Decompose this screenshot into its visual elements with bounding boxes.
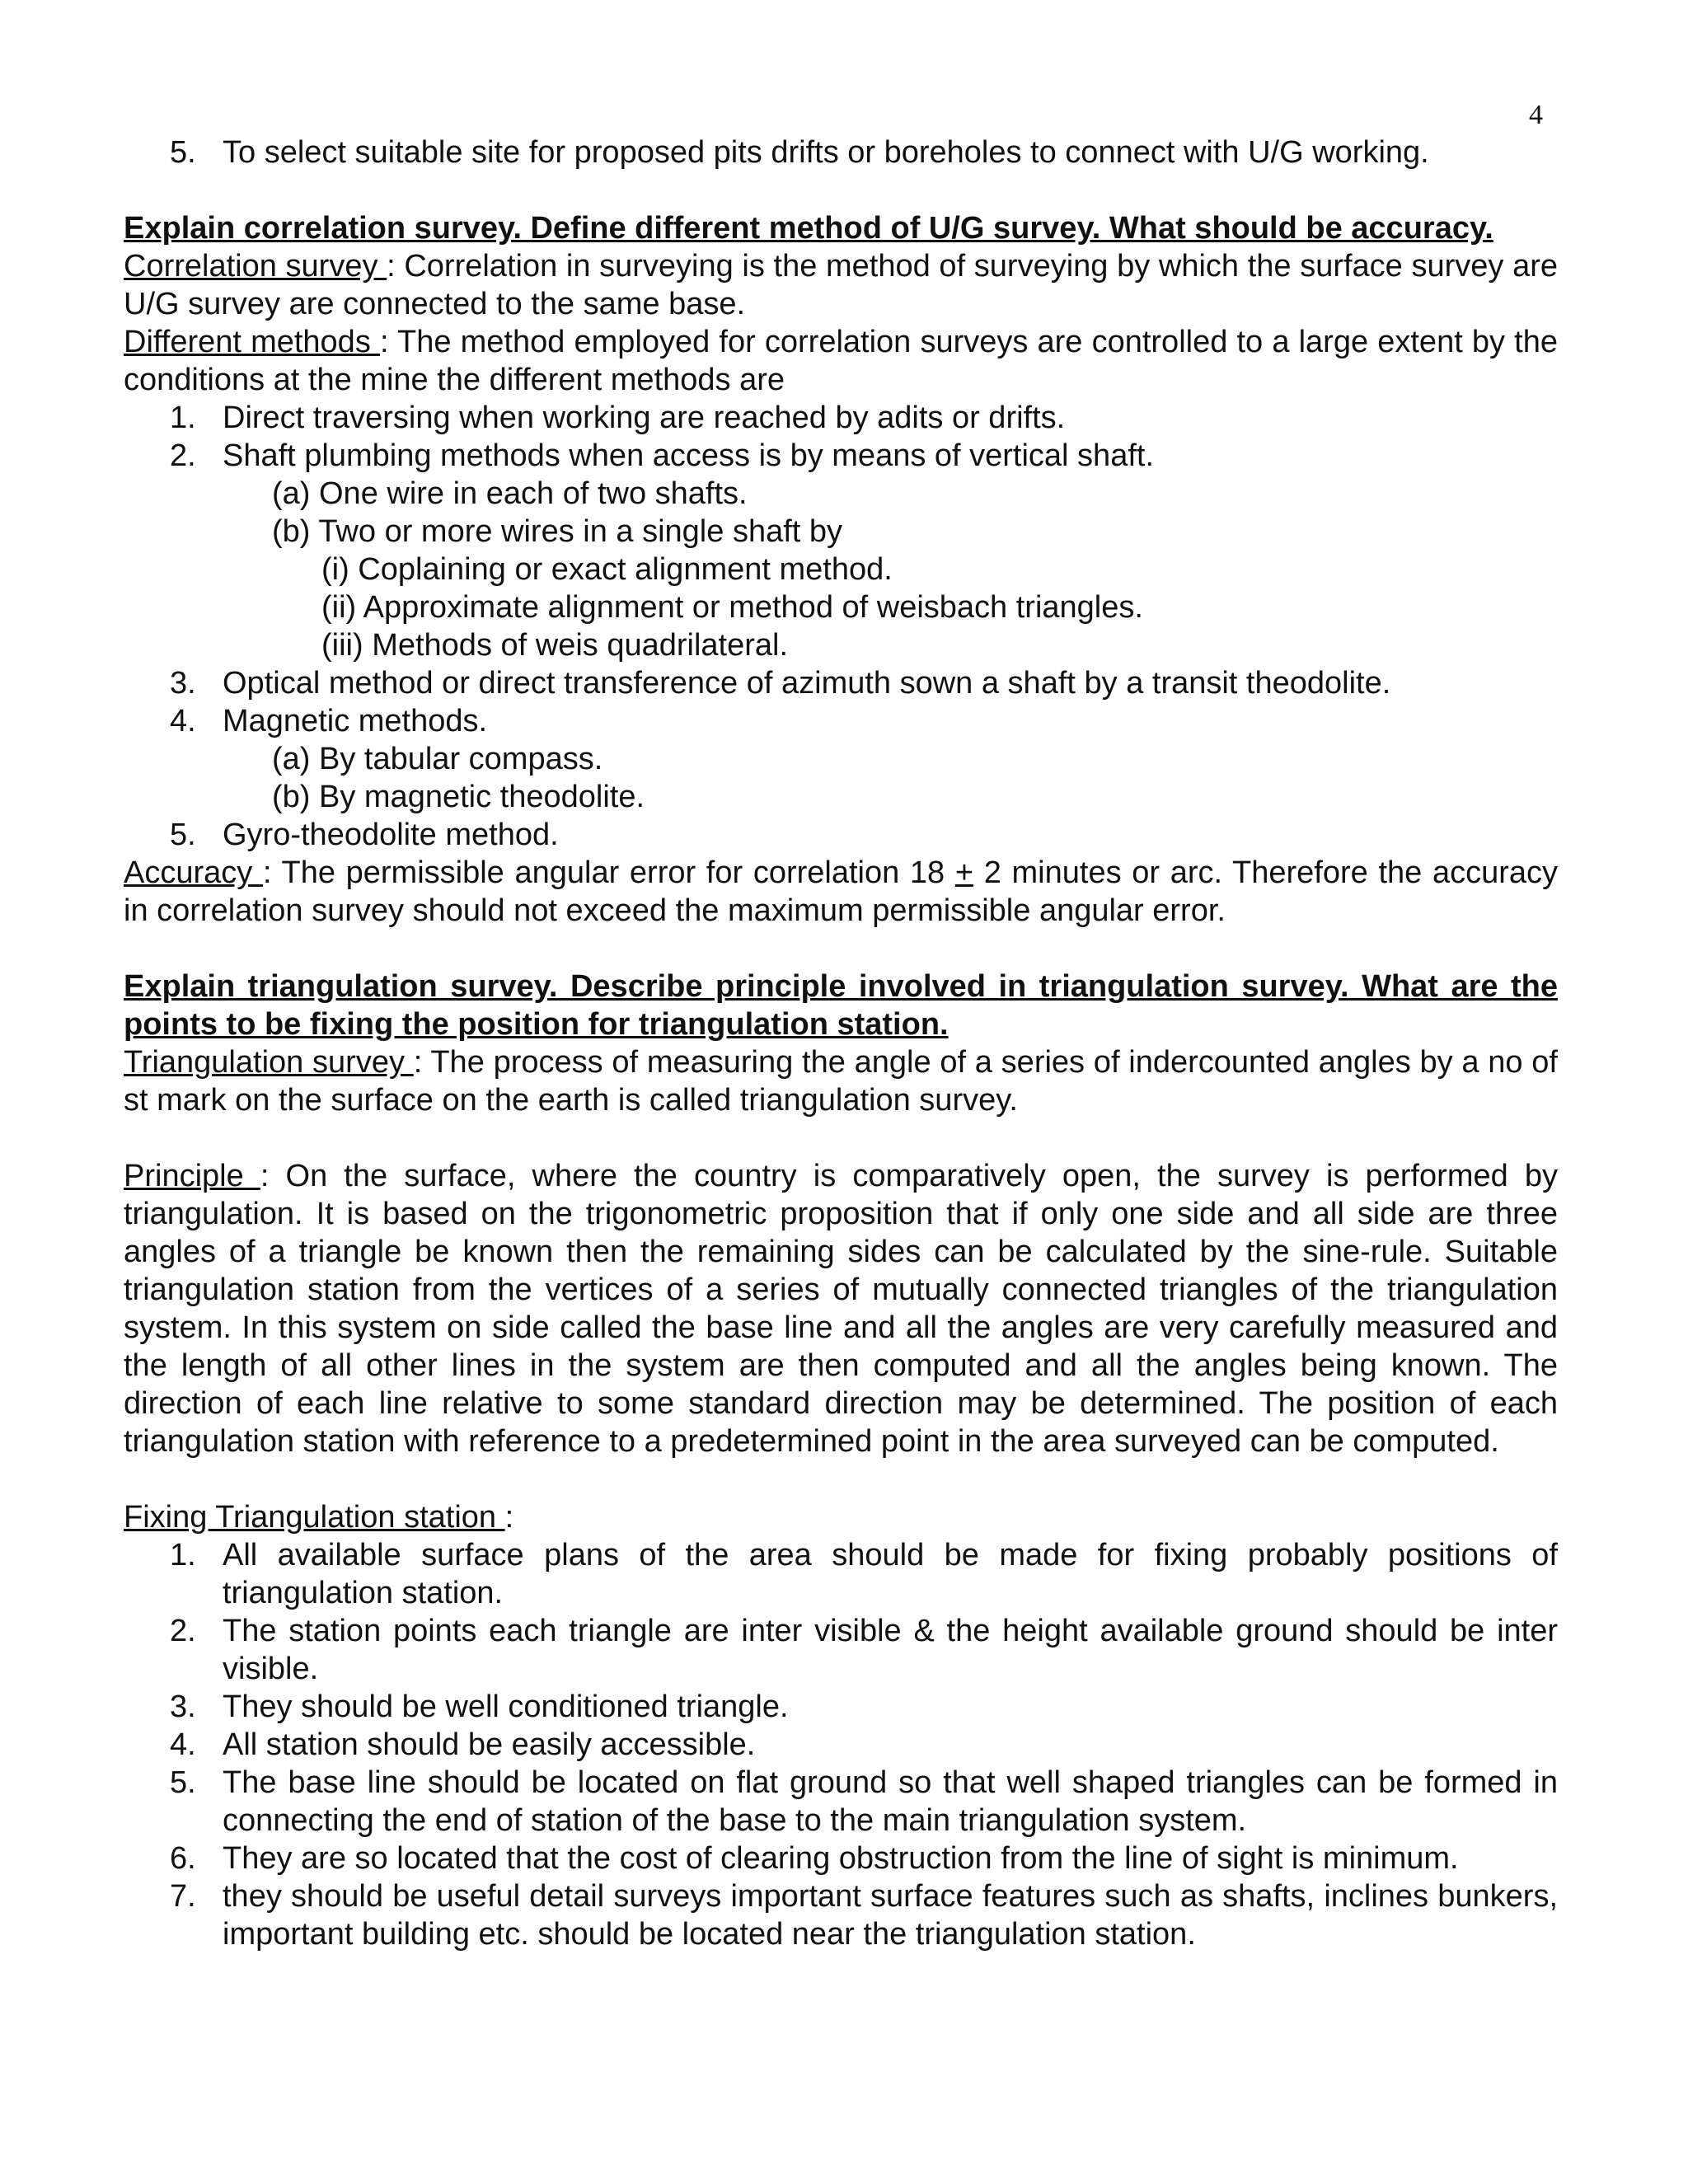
page-number: 4 — [1529, 100, 1543, 130]
list-text: The station points each triangle are inter visible & the height available ground should be inter visible. — [223, 1614, 1558, 1686]
fixing-item-1 — [124, 1536, 1558, 1612]
list-number: 7. — [170, 1879, 196, 1914]
paragraph-fixing-station: Fixing Triangulation station : — [124, 1500, 514, 1535]
list-number: 5. — [170, 135, 196, 170]
fixing-item-2 — [124, 1612, 1558, 1688]
list-number: 1. — [170, 1538, 196, 1572]
fixing-item-4 — [124, 1726, 1558, 1764]
method-item-1 — [124, 399, 1558, 437]
sub-item-2b: (b) Two or more wires in a single shaft by — [272, 514, 843, 549]
paragraph-accuracy: Accuracy : The permissible angular error for correlation 18 + 2 minutes or arc. Therefore the accuracy in correlation survey should not exceed the maximum permissible angular error. — [124, 855, 1558, 928]
list-text: They should be well conditioned triangle. — [223, 1690, 789, 1724]
sub-item-2a: (a) One wire in each of two shafts. — [272, 476, 748, 511]
list-text: They are so located that the cost of clearing obstruction from the line of sight is minimum. — [223, 1841, 1459, 1876]
intro-list-item — [124, 134, 1558, 171]
paragraph-correlation-survey: Correlation survey : Correlation in surveying is the method of surveying by which the surface survey are U/G survey are connected to the same base. — [124, 249, 1558, 321]
list-text: they should be useful detail surveys important surface features such as shafts, inclines bunkers, important building etc. should be located near the triangulation station. — [223, 1879, 1558, 1952]
list-text: Magnetic methods. — [223, 704, 488, 738]
term-accuracy: Accuracy — [124, 855, 263, 890]
list-text: All station should be easily accessible. — [223, 1727, 756, 1762]
sub-item-2b-ii: (ii) Approximate alignment or method of weisbach triangles. — [321, 590, 1143, 625]
section-heading-correlation: Explain correlation survey. Define different method of U/G survey. What should be accuracy. — [124, 211, 1493, 246]
term-fixing-station: Fixing Triangulation station — [124, 1500, 505, 1535]
term-triangulation-survey: Triangulation survey — [124, 1045, 414, 1080]
list-number: 1. — [170, 401, 196, 435]
paragraph-different-methods: Different methods : The method employed for correlation surveys are controlled to a large extent by the conditions at the mine the different methods are — [124, 325, 1559, 397]
page-content — [124, 134, 1558, 1953]
list-number: 3. — [170, 666, 196, 701]
fixing-item-5 — [124, 1764, 1558, 1840]
list-text: To select suitable site for proposed pits drifts or boreholes to connect with U/G working. — [223, 135, 1429, 170]
list-text: Optical method or direct transference of azimuth sown a shaft by a transit theodolite. — [223, 666, 1391, 701]
list-text: The base line should be located on flat ground so that well shaped triangles can be formed in connecting the end of station of the base to the main triangulation system. — [223, 1765, 1558, 1838]
paragraph-triangulation-survey: Triangulation survey : The process of measuring the angle of a series of indercounted angles by a no of st mark on the surface on the earth is called triangulation survey. — [124, 1045, 1558, 1118]
paragraph-principle: Principle : On the surface, where the country is comparatively open, the survey is performed by triangulation. It is based on the trigonometric proposition that if only one side and all side are three angles of a triangle be known then the remaining sides can be calculated by the sine-rule. Suitable triangulation station from the vertices of a series of mutually connected triangles of the triangulation system. In this system on side called the base line and all the angles are very carefully measured and the length of all other lines in the system are then computed and all the angles being known. The direction of each line relative to some standard direction may be determined. The position of each triangulation station with reference to a predetermined point in the area surveyed can be computed. — [124, 1159, 1558, 1459]
list-text: All available surface plans of the area should be made for fixing probably positions of triangulation station. — [223, 1538, 1558, 1610]
list-number: 5. — [170, 1765, 196, 1800]
method-item-5 — [124, 816, 1558, 854]
method-item-2 — [124, 437, 1558, 475]
list-number: 5. — [170, 818, 196, 852]
term-correlation-survey: Correlation survey — [124, 249, 387, 284]
sub-item-2b-i: (i) Coplaining or exact alignment method. — [321, 552, 893, 587]
sub-item-2b-iii: (iii) Methods of weis quadrilateral. — [321, 628, 789, 663]
method-item-3 — [124, 664, 1558, 702]
fixing-item-6 — [124, 1840, 1558, 1877]
fixing-item-7 — [124, 1877, 1558, 1953]
list-number: 4. — [170, 1727, 196, 1762]
list-number: 3. — [170, 1690, 196, 1724]
sub-item-4b: (b) By magnetic theodolite. — [272, 780, 645, 814]
list-number: 4. — [170, 704, 196, 738]
fixing-item-3 — [124, 1688, 1558, 1726]
method-item-4 — [124, 702, 1558, 740]
list-text: Shaft plumbing methods when access is by means of vertical shaft. — [223, 438, 1154, 473]
list-text: Gyro-theodolite method. — [223, 818, 559, 852]
section-heading-triangulation: Explain triangulation survey. Describe principle involved in triangulation survey. What are the points to be fixing the position for triangulation station. — [124, 969, 1558, 1042]
term-principle: Principle — [124, 1159, 260, 1193]
list-number: 2. — [170, 1614, 196, 1648]
plus-minus-symbol: + — [954, 855, 974, 890]
list-number: 6. — [170, 1841, 196, 1876]
sub-item-4a: (a) By tabular compass. — [272, 742, 603, 776]
term-different-methods: Different methods — [124, 325, 380, 359]
list-text: Direct traversing when working are reached by adits or drifts. — [223, 401, 1066, 435]
list-number: 2. — [170, 438, 196, 473]
